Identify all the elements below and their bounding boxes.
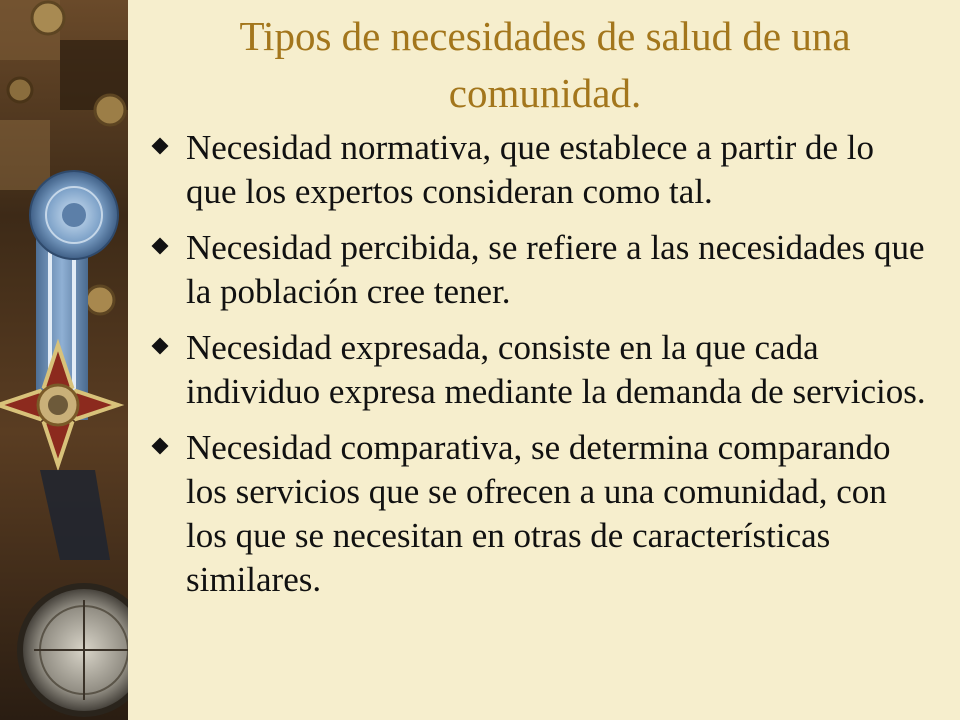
bullet-list	[150, 126, 930, 614]
bullet-text: Necesidad expresada, consiste en la que cada individuo expresa mediante la demanda de servicios.	[186, 328, 926, 411]
bullet-item-comparativa	[150, 426, 930, 602]
bullet-item-percibida	[150, 226, 930, 314]
bullet-item-normativa	[150, 126, 930, 214]
slide-title-line-2: comunidad.	[448, 70, 642, 117]
diamond-bullet-icon	[152, 238, 169, 255]
slide-title-line-1: Tipos de necesidades de salud de una	[239, 13, 851, 59]
bullet-text: Necesidad normativa, que establece a partir de lo que los expertos consideran como tal.	[186, 128, 875, 211]
diamond-bullet-icon	[152, 438, 169, 455]
diamond-bullet-icon	[152, 338, 169, 355]
slide-title	[150, 8, 940, 123]
bullet-text: Necesidad comparativa, se determina comparando los servicios que se ofrecen a una comunidad, con los que se necesitan en otras de características similares.	[186, 428, 891, 599]
bullet-item-expresada	[150, 326, 930, 414]
diamond-bullet-icon	[152, 138, 169, 155]
bullet-text: Necesidad percibida, se refiere a las necesidades que la población cree tener.	[186, 228, 925, 311]
decorative-medal-image	[0, 0, 128, 720]
